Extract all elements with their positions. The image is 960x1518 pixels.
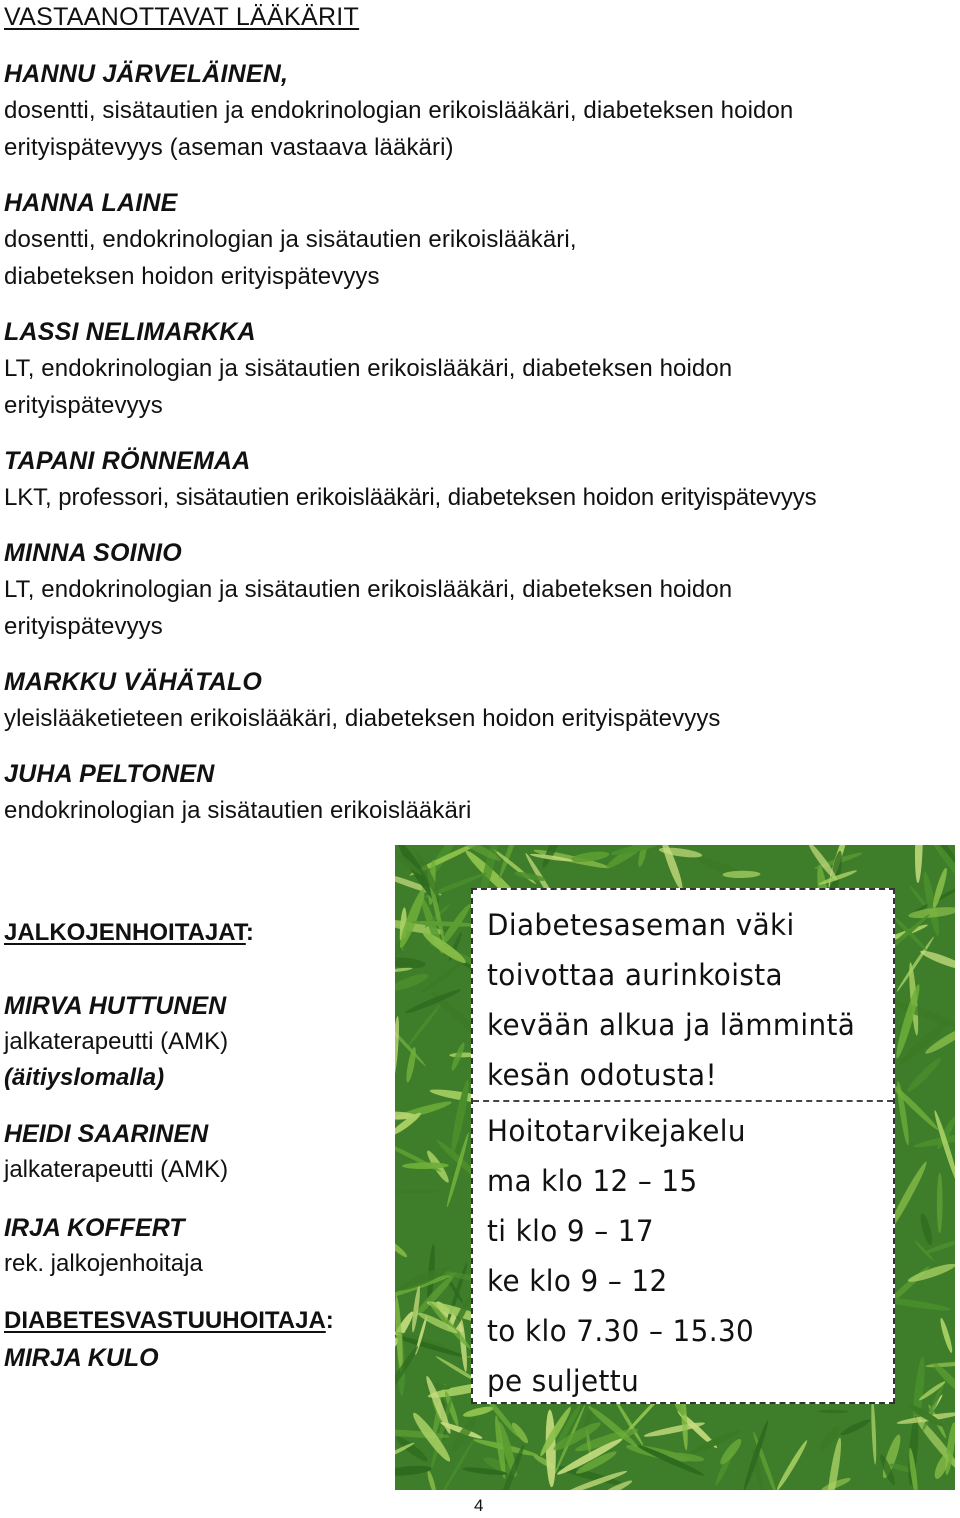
foot-care-person [4, 1116, 394, 1188]
leaf-shape [914, 845, 924, 883]
doctor-name: MARKKU VÄHÄTALO [4, 668, 263, 696]
doctor-description: LT, endokrinologian ja sisätautien erikoislääkäri, diabeteksen hoidon [4, 355, 733, 382]
foot-care-person [4, 988, 394, 1096]
person-note: (äitiyslomalla) [4, 1064, 165, 1091]
doctor-entry [4, 443, 959, 516]
doctor-description: yleislääketieteen erikoislääkäri, diabeteksen hoidon erityispätevyys [4, 705, 721, 732]
doctor-name: LASSI NELIMARKKA [4, 318, 256, 346]
doctor-name: JUHA PELTONEN [4, 760, 215, 788]
doctor-entry [4, 664, 959, 737]
person-role: rek. jalkojenhoitaja [4, 1250, 203, 1277]
nurse-heading: DIABETESVASTUUHOITAJA: [4, 1307, 334, 1334]
leaf-shape [896, 936, 936, 993]
person-name: IRJA KOFFERT [4, 1214, 185, 1242]
doctor-description: dosentti, endokrinologian ja sisätautien erikoislääkäri, [4, 226, 577, 253]
doctor-description: LKT, professori, sisätautien erikoislääkäri, diabeteksen hoidon erityispätevyys [4, 484, 817, 511]
greeting-line: Diabetesaseman väki [487, 908, 795, 942]
doctor-description: erityispätevyys [4, 392, 163, 419]
leaf-shape [839, 1417, 871, 1437]
leaf-shape [870, 1398, 877, 1465]
doctor-list [4, 56, 959, 848]
leaf-shape [395, 1016, 400, 1080]
notice-box [471, 888, 895, 1404]
divider [473, 1100, 893, 1102]
schedule-row: pe suljettu [487, 1364, 640, 1398]
doctor-description: erityispätevyys [4, 613, 163, 640]
leaf-shape [449, 1079, 472, 1154]
leaf-shape [937, 1172, 943, 1233]
nurse-name: MIRJA KULO [4, 1344, 159, 1372]
leaf-shape [462, 1405, 494, 1419]
greeting-line: kesän odotusta! [487, 1058, 718, 1092]
doctor-name: MINNA SOINIO [4, 539, 182, 567]
leaf-shape [918, 1212, 934, 1246]
foot-care-heading: JALKOJENHOITAJAT: [4, 919, 254, 946]
person-name: HEIDI SAARINEN [4, 1120, 209, 1148]
leaf-shape [907, 1261, 955, 1285]
doctor-description: dosentti, sisätautien ja endokrinologian erikoislääkäri, diabeteksen hoidon [4, 97, 794, 124]
schedule-title: Hoitotarvikejakelu [487, 1114, 746, 1148]
leaf-shape [819, 1410, 849, 1414]
schedule-row: to klo 7.30 – 15.30 [487, 1314, 755, 1348]
greeting-line: kevään alkua ja lämmintä [487, 1008, 856, 1042]
leaf-shape [610, 845, 659, 857]
leaf-shape [395, 1099, 453, 1124]
leaf-shape [931, 867, 950, 909]
foot-care-person [4, 1210, 394, 1282]
leaf-shape [919, 948, 955, 973]
leaf-shape [741, 1419, 770, 1490]
page-title: VASTAANOTTAVAT LÄÄKÄRIT [4, 3, 360, 31]
greeting-text [487, 900, 855, 1100]
doctor-description: LT, endokrinologian ja sisätautien erikoislääkäri, diabeteksen hoidon [4, 576, 733, 603]
doctor-description: endokrinologian ja sisätautien erikoislääkäri [4, 797, 472, 824]
leaf-shape [885, 996, 955, 1030]
doctor-name: HANNA LAINE [4, 189, 178, 217]
person-role: jalkaterapeutti (AMK) [4, 1028, 229, 1055]
doctor-entry [4, 314, 959, 424]
schedule-row: ma klo 12 – 15 [487, 1164, 698, 1198]
doctor-description: diabeteksen hoidon erityispätevyys [4, 263, 380, 290]
schedule-row: ke klo 9 – 12 [487, 1264, 668, 1298]
schedule [487, 1106, 754, 1406]
person-role: jalkaterapeutti (AMK) [4, 1156, 229, 1183]
leaf-shape [905, 1055, 944, 1094]
doctor-entry [4, 185, 959, 295]
leaf-shape [426, 1470, 438, 1490]
greeting-line: toivottaa aurinkoista [487, 958, 783, 992]
doctor-name: TAPANI RÖNNEMAA [4, 447, 251, 475]
leaf-shape [395, 1464, 432, 1477]
leaf-shape [395, 956, 426, 970]
foot-care-section [4, 914, 394, 1376]
leaf-shape [938, 1317, 954, 1354]
leaf-shape [658, 846, 702, 860]
leaf-shape [510, 1421, 531, 1445]
doctor-entry [4, 756, 959, 829]
person-name: MIRVA HUTTUNEN [4, 992, 227, 1020]
leaf-shape [395, 1236, 409, 1259]
leaf-shape [395, 1190, 444, 1194]
doctor-description: erityispätevyys (aseman vastaava lääkäri) [4, 134, 454, 161]
doctor-entry [4, 56, 959, 166]
page-number: 4 [474, 1496, 484, 1515]
doctor-name: HANNU JÄRVELÄINEN, [4, 60, 289, 88]
schedule-row: ti klo 9 – 17 [487, 1214, 654, 1248]
leaf-shape [775, 1439, 810, 1490]
doctor-entry [4, 535, 959, 645]
